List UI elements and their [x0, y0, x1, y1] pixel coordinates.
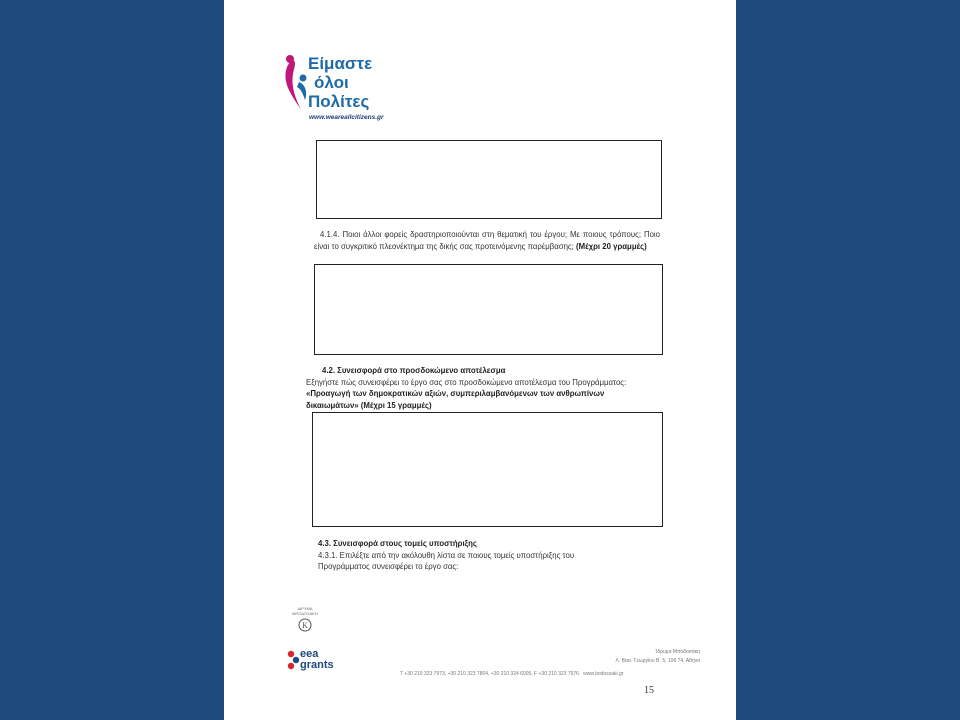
section-4-2-heading: 4.2. Συνεισφορά στο προσδοκώμενο αποτέλεσμα — [322, 366, 506, 375]
footer-address: Λ. Βασ. Γεωργίου Β΄ 5, 106 74, Αθήνα — [615, 658, 700, 664]
logo-line-3: Πολίτες — [308, 92, 370, 111]
answer-box-4-1-4[interactable] — [314, 264, 663, 355]
footer-website[interactable]: www.bodossaki.gr — [583, 671, 624, 677]
eea-mark-icon — [286, 649, 300, 671]
section-4-3-heading: 4.3. Συνεισφορά στους τομείς υποστήριξης — [318, 539, 477, 548]
logo-line-1: Είμαστε — [308, 54, 373, 73]
logo-url: www.weareallcitizens.gr — [309, 114, 384, 121]
section-4-2 — [306, 365, 656, 411]
eea-wordmark — [300, 649, 334, 671]
svg-text:K: K — [302, 621, 308, 630]
footer-phones: T +30 210 323 7973, +30 210 323 7804, +30 210 324 6005, F +30 210 323 7976 — [400, 671, 579, 677]
eea-line-2: grants — [300, 659, 334, 671]
eea-line-1: eea — [300, 648, 319, 660]
section-4-2-body — [306, 377, 656, 412]
section-4-3-text: 4.3.1. Επιλέξτε από την ακόλουθη λίστα σε ποιους τομείς υποστήριξης του Προγράμματος συνεισφέρει το έργο σας: — [318, 550, 575, 571]
footer-org: Ίδρυμα Μποδοσάκη — [655, 649, 700, 655]
answer-box-4-1-3[interactable] — [316, 140, 662, 219]
question-4-1-4 — [314, 229, 660, 252]
eea-grants-logo — [286, 647, 346, 683]
question-4-1-4-text: 4.1.4. Ποιοι άλλοι φορείς δραστηριοποιούνται στη θεματική του έργου; Με ποιους τρόπους; Ποιο είναι το συγκριτικό πλεονέκτημα της δικής σας προτεινόμενης παρέμβασης; — [314, 230, 660, 251]
logo-line-2: όλοι — [314, 73, 349, 92]
page-number: 15 — [644, 685, 654, 696]
logo-figures-icon — [281, 54, 311, 114]
logo-wordmark — [308, 54, 372, 111]
section-4-2-limit: (Μέχρι 15 γραμμές) — [360, 400, 432, 410]
section-4-3 — [308, 538, 618, 573]
section-4-2-emphasis: «Προαγωγή των δημοκρατικών αξιών, συμπεριλαμβανόμενων των ανθρωπίνων δικαιωμάτων» — [306, 389, 605, 410]
document-page — [224, 0, 736, 720]
foundation-emblem — [290, 606, 320, 642]
logo — [281, 50, 411, 125]
question-4-1-4-limit: (Μέχρι 20 γραμμές) — [576, 241, 647, 251]
emblem-seal-icon — [298, 618, 312, 632]
answer-box-4-2[interactable] — [312, 412, 663, 527]
foundation-emblem-text: ΙΔΡΥΜΑ ΜΠΟΔΟΣΑΚΗ — [292, 606, 318, 616]
footer-address-block — [616, 648, 701, 666]
footer-contacts — [400, 671, 623, 677]
section-4-2-text: Εξηγήστε πώς συνεισφέρει το έργο σας στο προσδοκώμενο αποτέλεσμα του Προγράμματος: — [306, 377, 627, 387]
